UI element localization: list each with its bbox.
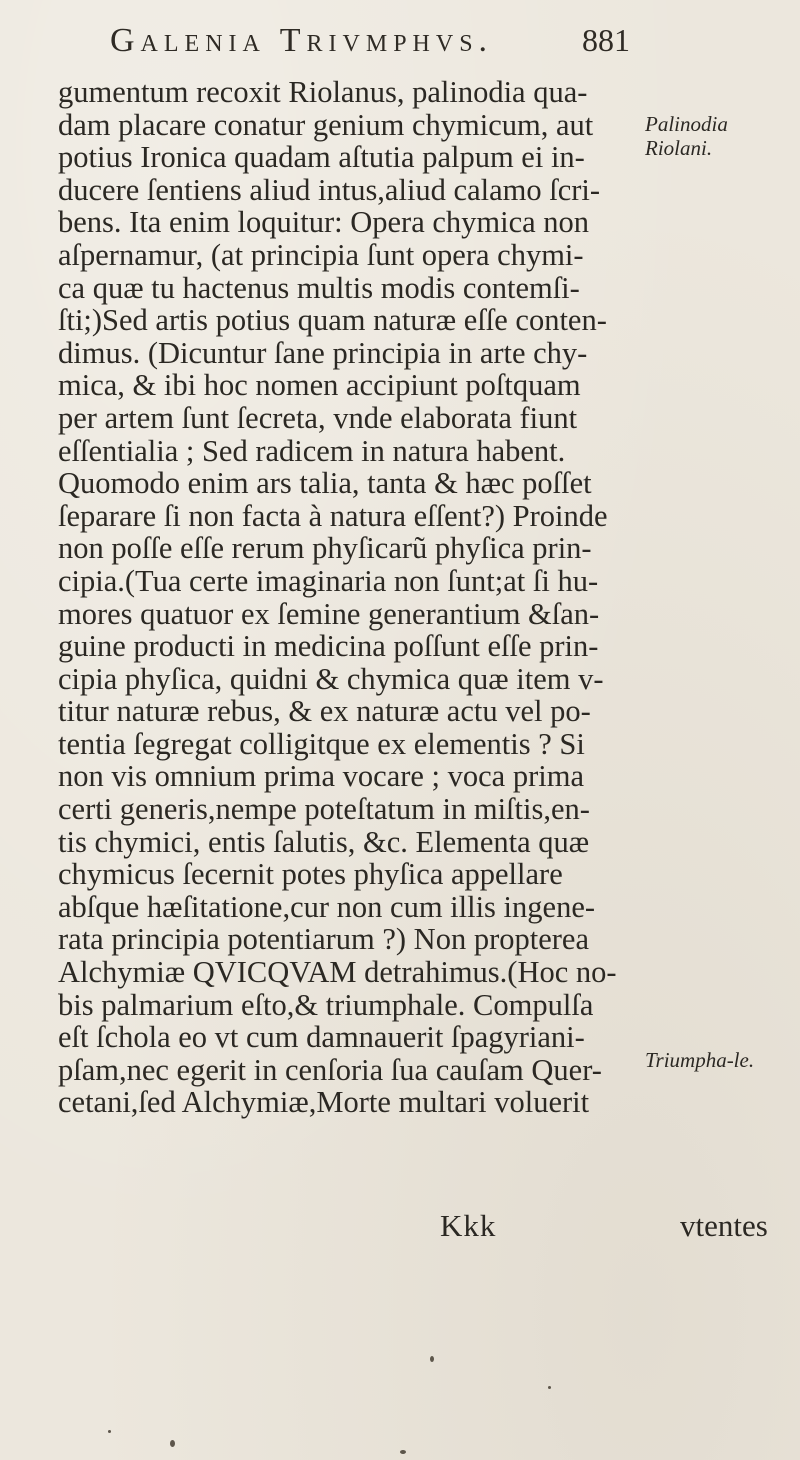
page-number: 881 — [582, 22, 630, 58]
text-line: eſſentialia ; Sed radicem in natura habent. — [58, 433, 566, 468]
text-line: potius Ironica quadam aſtutia palpum ei in- — [58, 140, 585, 175]
margin-note-palinodia: Palinodia Riolani. — [645, 112, 728, 160]
text-line: Alchymiæ QVICQVAM detrahimus.(Hoc no- — [58, 955, 617, 990]
text-line: rata principia potentiarum ?) Non propterea — [58, 922, 589, 957]
text-line: certi generis,nempe poteſtatum in miſtis,en- — [58, 792, 590, 827]
text-line: cipia phyſica, quidni & chymica quæ item v- — [58, 661, 604, 696]
text-line: mica, & ibi hoc nomen accipiunt poſtquam — [58, 368, 581, 403]
text-line: cipia.(Tua certe imaginaria non ſunt;at ſi hu- — [58, 563, 599, 598]
catchword: vtentes — [680, 1208, 768, 1243]
text-line: guine producti in medicina poſſunt eſſe prin- — [58, 629, 599, 664]
text-line: aſpernamur, (at principia ſunt opera chymi- — [58, 237, 584, 272]
text-line: Quomodo enim ars talia, tanta & hæc poſſet — [58, 466, 592, 501]
text-line: ſeparare ſi non facta à natura eſſent?) Proinde — [58, 498, 608, 533]
text-line: dimus. (Dicuntur ſane principia in arte chy- — [58, 335, 588, 370]
running-head — [110, 22, 630, 60]
text-line: non vis omnium prima vocare ; voca prima — [58, 759, 584, 794]
text-line: mores quatuor ex ſemine generantium &ſan- — [58, 596, 600, 631]
text-line: ſti;)Sed artis potius quam naturæ eſſe conten- — [58, 303, 607, 338]
text-line: bis palmarium eſto,& triumphale. Compulſa — [58, 987, 594, 1022]
text-line: eſt ſchola eo vt cum damnauerit ſpagyriani- — [58, 1020, 585, 1055]
text-line: tentia ſegregat colligitque ex elementis ? Si — [58, 726, 585, 761]
margin-note-triumphale: Triumpha-le. — [645, 1048, 755, 1072]
text-line: bens. Ita enim loquitur: Opera chymica non — [58, 205, 590, 240]
text-line: tis chymici, entis ſalutis, &c. Elementa quæ — [58, 824, 590, 859]
text-line: ca quæ tu hactenus multis modis contemſi- — [58, 270, 580, 305]
text-line: per artem ſunt ſecreta, vnde elaborata fiunt — [58, 400, 578, 435]
text-line: abſque hæſitatione,cur non cum illis ingene- — [58, 889, 596, 924]
text-line: non poſſe eſſe rerum phyſicarũ phyſica prin- — [58, 531, 592, 566]
text-line: pſam,nec egerit in cenſoria ſua cauſam Quer- — [58, 1052, 602, 1087]
text-line: titur naturæ rebus, & ex naturæ actu vel po- — [58, 694, 591, 729]
text-line: ducere ſentiens aliud intus,aliud calamo ſcri- — [58, 172, 601, 207]
text-line: gumentum recoxit Riolanus, palinodia qua- — [58, 75, 588, 109]
body-text — [58, 76, 643, 1119]
text-line: dam placare conatur genium chymicum, aut — [58, 107, 594, 142]
text-line: chymicus ſecernit potes phyſica appellare — [58, 857, 563, 892]
signature-mark: Kkk — [440, 1208, 497, 1243]
running-title: Galenia Trivmphvs. — [110, 22, 494, 59]
text-line: cetani,ſed Alchymiæ,Morte multari voluerit — [58, 1085, 590, 1120]
